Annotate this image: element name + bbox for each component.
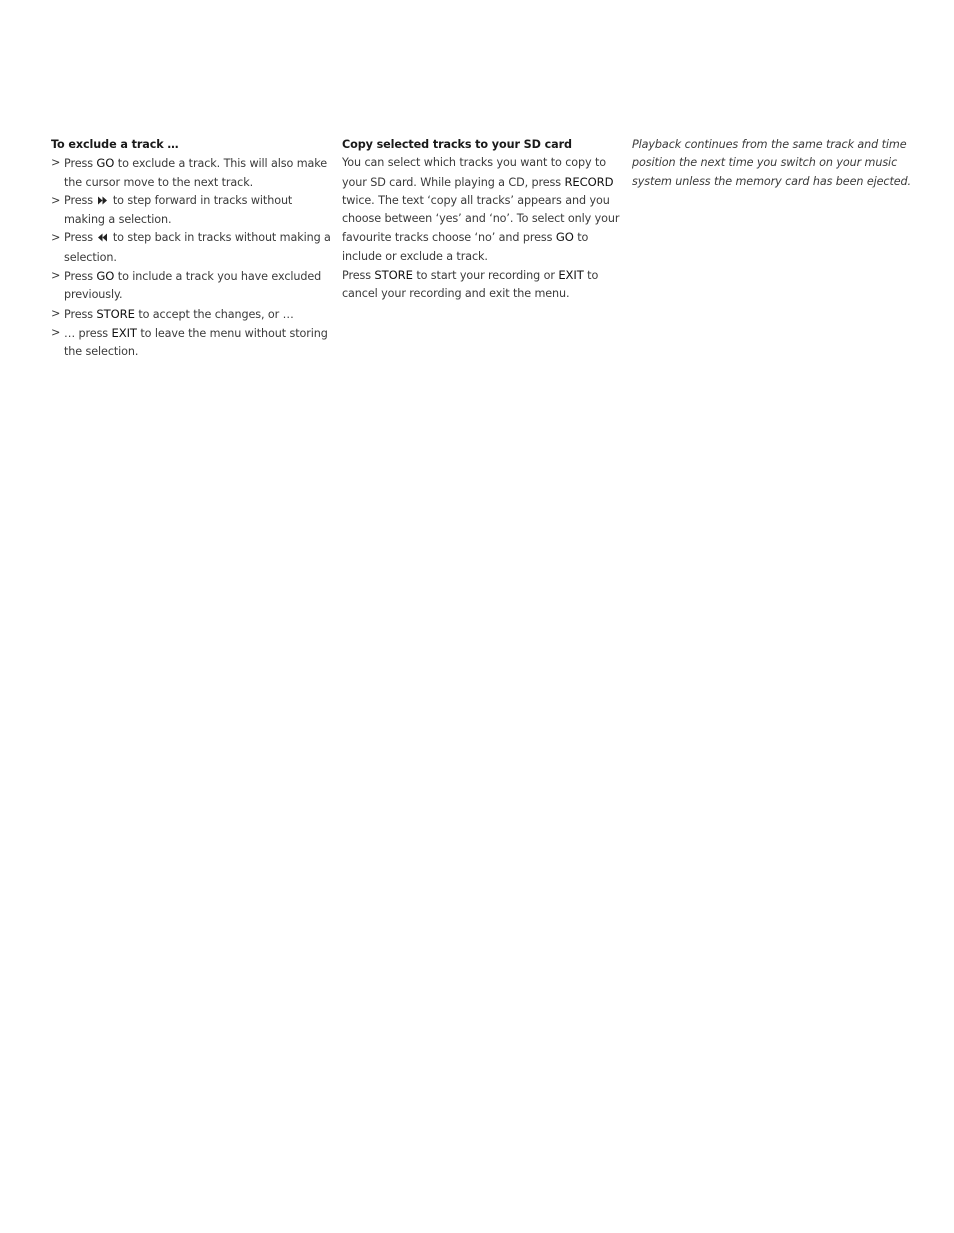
exit-key-label: EXIT <box>558 268 584 283</box>
playback-note: Playback continues from the same track and time position the next time you switch on your music system unless the memory card has been ejected. <box>632 138 911 188</box>
step-back <box>51 229 331 267</box>
copy-tracks-paragraph <box>342 154 622 266</box>
step-text: Press <box>64 157 97 171</box>
step-forward <box>51 192 331 230</box>
step-exclude-go <box>51 154 331 192</box>
step-text: Press <box>64 193 97 207</box>
paragraph-text: to cancel your recording and exit the menu. <box>342 269 599 301</box>
step-text: to step forward in tracks without making a selection. <box>64 193 293 227</box>
step-text: to include a track you have excluded previously. <box>64 270 322 302</box>
step-store <box>51 305 331 324</box>
step-marker: > <box>51 306 61 320</box>
playback-note-section <box>632 136 912 191</box>
step-exit <box>51 324 331 362</box>
copy-tracks-section <box>342 136 622 304</box>
store-key-label: STORE <box>374 268 413 283</box>
step-marker: > <box>51 156 61 170</box>
step-include-go <box>51 267 331 305</box>
step-marker: > <box>51 231 61 245</box>
rewind-icon <box>97 230 108 248</box>
store-key-label: STORE <box>96 306 135 321</box>
step-text: to exclude a track. This will also make the cursor move to the next track. <box>64 157 328 189</box>
fast-forward-icon <box>97 193 108 211</box>
step-text: Press <box>64 307 97 321</box>
exclude-track-section <box>51 136 331 362</box>
go-key-label: GO <box>555 230 574 245</box>
step-marker: > <box>51 325 61 339</box>
go-key-label: GO <box>96 156 115 171</box>
step-text: to step back in tracks without making a selection. <box>64 231 331 264</box>
step-text: to leave the menu without storing the selection. <box>64 326 328 359</box>
step-text: … press <box>64 326 112 340</box>
paragraph-text: to start your recording or <box>412 269 559 283</box>
step-text: Press <box>64 270 97 284</box>
store-exit-paragraph <box>342 266 622 304</box>
step-marker: > <box>51 193 61 207</box>
paragraph-text: Press <box>342 269 375 283</box>
step-text: Press <box>64 231 97 245</box>
step-marker: > <box>51 269 61 283</box>
go-key-label: GO <box>96 269 115 284</box>
exclude-track-heading: To exclude a track … <box>51 138 179 151</box>
record-key-label: RECORD <box>564 174 614 189</box>
exclude-steps-list <box>51 154 331 361</box>
step-text: to accept the changes, or … <box>134 307 294 321</box>
copy-tracks-heading: Copy selected tracks to your SD card <box>342 138 572 151</box>
exit-key-label: EXIT <box>111 325 137 340</box>
paragraph-text: to include or exclude a track. <box>342 231 589 263</box>
paragraph-text: You can select which tracks you want to copy to your SD card. While playing a CD, press <box>342 156 607 189</box>
paragraph-text: twice. The text ‘copy all tracks’ appears and you choose between ‘yes’ and ‘no’. To select only your favourite tracks choose ‘no’ and press <box>342 193 620 245</box>
